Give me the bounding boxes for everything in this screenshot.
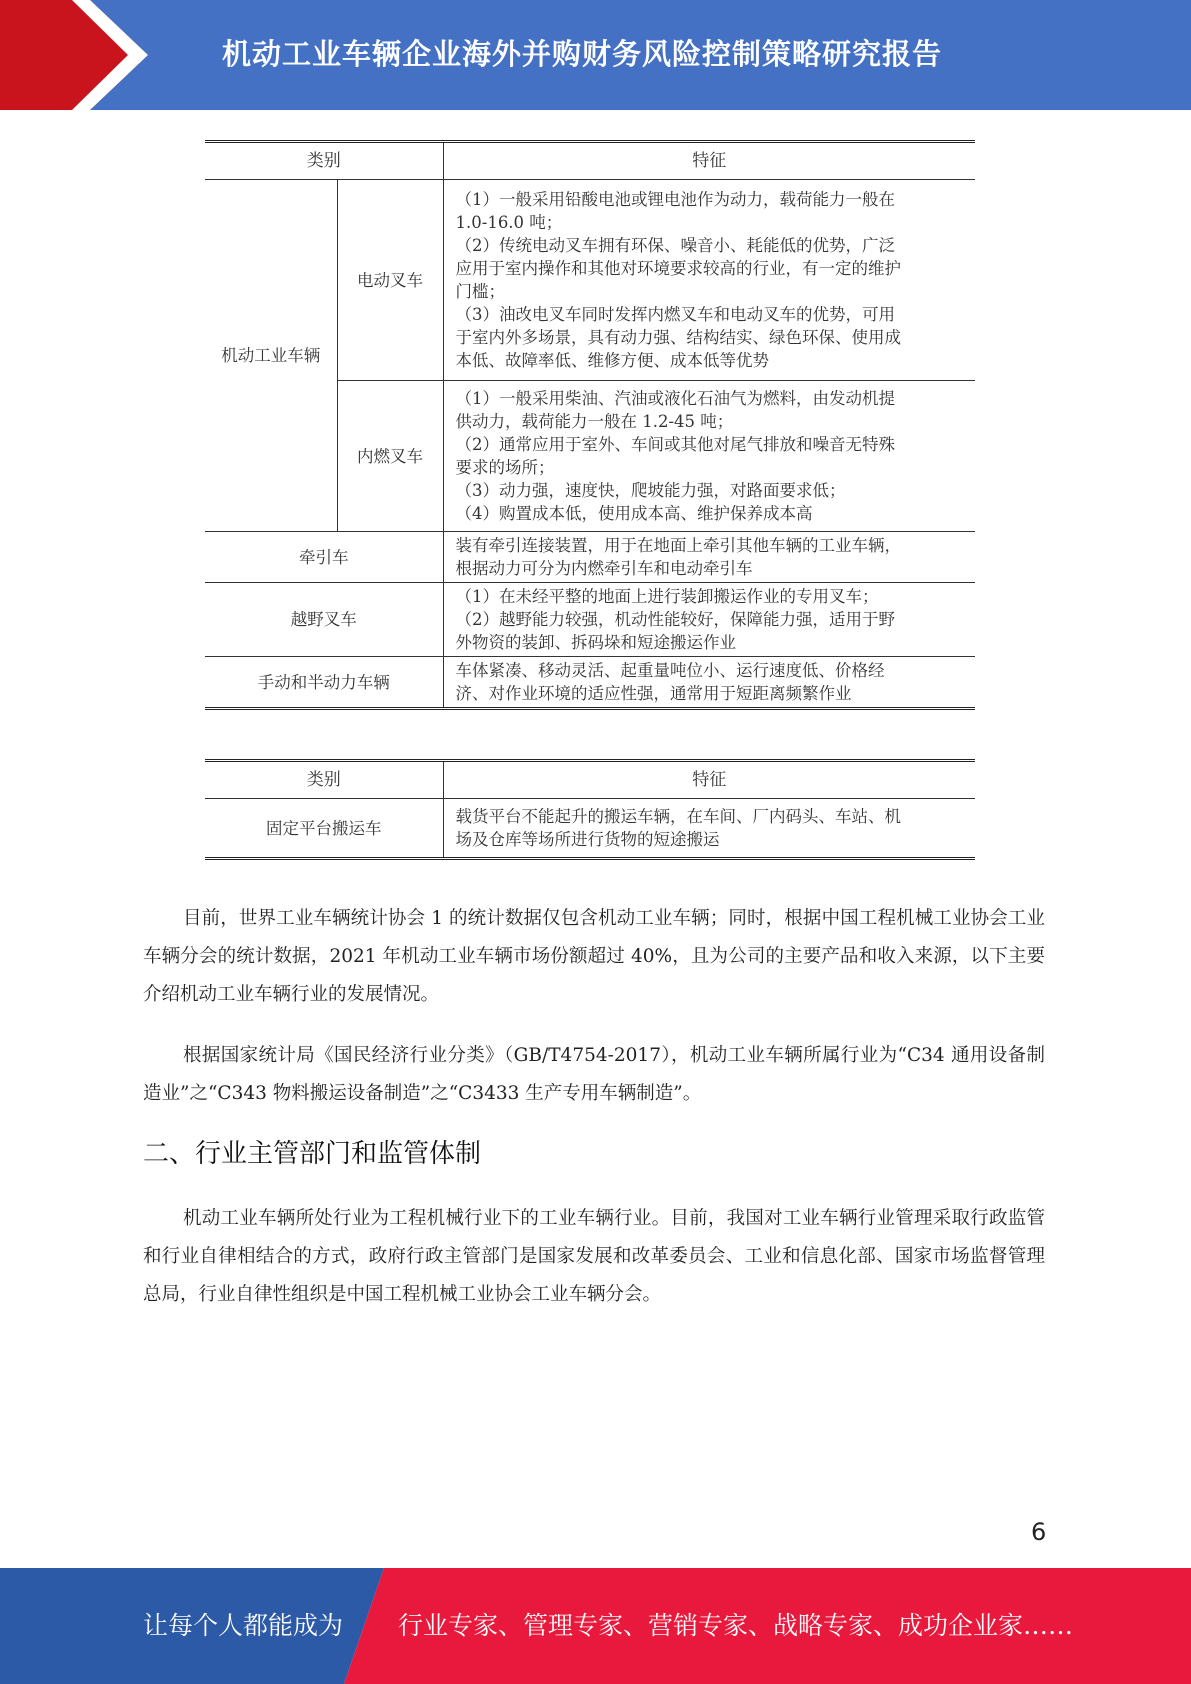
feature-line: 1.0-16.0 吨； xyxy=(455,213,563,232)
feature-line: （2）越野能力较强，机动性能较好，保障能力强，适用于野 xyxy=(455,610,895,629)
feature-line: 供动力，载荷能力一般在 1.2-45 吨； xyxy=(455,412,734,431)
feature-cell xyxy=(443,657,975,709)
feature-line: 装有牵引连接装置，用于在地面上牵引其他车辆的工业车辆， xyxy=(455,536,901,555)
group-label xyxy=(205,180,337,532)
feature-line: （2）通常应用于室外、车间或其他对尾气排放和噪音无特殊 xyxy=(455,435,895,454)
paragraph-statistics: 目前，世界工业车辆统计协会 1 的统计数据仅包含机动工业车辆；同时，根据中国工程机械工业协会工业车辆分会的统计数据，2021 年机动工业车辆市场份额超过 40%，且为公司的主要产品和收入来源，以下主要介绍机动工业车辆行业的发展情况。 xyxy=(143,908,1045,1005)
paragraph-classification: 根据国家统计局《国民经济行业分类》（GB/T4754-2017），机动工业车辆所属行业为“C34 通用设备制造业”之“C343 物料搬运设备制造”之“C3433 生产专用车辆制造”。 xyxy=(143,1045,1045,1104)
feature-line: 车体紧凑、移动灵活、起重量吨位小、运行速度低、价格经 xyxy=(455,661,885,680)
feature-line: 本低、故障率低、维修方便、成本低等优势 xyxy=(455,351,769,370)
feature-line: 要求的场所； xyxy=(455,458,555,477)
sub-category: 电动叉车 xyxy=(337,180,443,381)
feature-cell xyxy=(443,583,975,657)
table-row xyxy=(205,180,975,381)
non-powered-vehicle-table xyxy=(205,759,975,860)
feature-line: 门槛； xyxy=(455,282,505,301)
feature-line: （4）购置成本低，使用成本高、维护保养成本高 xyxy=(455,504,813,523)
category-cell: 固定平台搬运车 xyxy=(205,799,443,859)
feature-cell xyxy=(443,180,975,381)
feature-cell xyxy=(443,799,975,859)
table-header-category: 类别 xyxy=(205,761,443,799)
feature-line: （3）动力强，速度快，爬坡能力强，对路面要求低； xyxy=(455,481,846,500)
feature-line: 应用于室内操作和其他对环境要求较高的行业，有一定的维护 xyxy=(455,259,901,278)
feature-line: 济、对作业环境的适应性强，通常用于短距离频繁作业 xyxy=(455,684,852,703)
paragraph-regulation: 机动工业车辆所处行业为工程机械行业下的工业车辆行业。目前，我国对工业车辆行业管理采取行政监管和行业自律相结合的方式，政府行政主管部门是国家发展和改革委员会、工业和信息化部、国家市场监督管理总局，行业自律性组织是中国工程机械工业协会工业车辆分会。 xyxy=(143,1208,1045,1305)
table-row xyxy=(205,799,975,859)
group-label-text: 机动工业车辆 xyxy=(221,346,321,365)
table-header-category: 类别 xyxy=(205,142,443,180)
table-header-feature: 特征 xyxy=(443,142,975,180)
feature-line: 载货平台不能起升的搬运车辆，在车间、厂内码头、车站、机 xyxy=(455,807,901,826)
footer-slogan-left: 让每个人都能成为 xyxy=(143,1611,344,1640)
feature-line: （2）传统电动叉车拥有环保、噪音小、耗能低的优势，广泛 xyxy=(455,236,895,255)
section-heading: 二、行业主管部门和监管体制 xyxy=(143,1139,482,1169)
page-header xyxy=(0,0,1191,110)
feature-line: 根据动力可分为内燃牵引车和电动牵引车 xyxy=(455,559,753,578)
feature-line: （3）油改电叉车同时发挥内燃叉车和电动叉车的优势，可用 xyxy=(455,305,895,324)
table-row xyxy=(205,583,975,657)
category-cell: 牵引车 xyxy=(205,532,443,583)
feature-line: 场及仓库等场所进行货物的短途搬运 xyxy=(455,830,720,849)
feature-cell xyxy=(443,532,975,583)
sub-category: 内燃叉车 xyxy=(337,381,443,532)
footer-slogan-right: 行业专家、管理专家、营销专家、战略专家、成功企业家…… xyxy=(398,1611,1074,1640)
feature-line: 外物资的装卸、拆码垛和短途搬运作业 xyxy=(455,633,736,652)
feature-line: （1）一般采用铅酸电池或锂电池作为动力，载荷能力一般在 xyxy=(455,190,895,209)
report-title: 机动工业车辆企业海外并购财务风险控制策略研究报告 xyxy=(222,37,943,71)
page-footer xyxy=(0,1568,1191,1684)
category-cell: 越野叉车 xyxy=(205,583,443,657)
feature-line: 于室内外多场景，具有动力强、结构结实、绿色环保、使用成 xyxy=(455,328,901,347)
feature-cell xyxy=(443,381,975,532)
vehicle-category-table xyxy=(205,140,975,710)
table-header-feature: 特征 xyxy=(443,761,975,799)
table-row xyxy=(205,532,975,583)
feature-line: （1）在未经平整的地面上进行装卸搬运作业的专用叉车； xyxy=(455,587,879,606)
page-number: 6 xyxy=(1031,1518,1047,1546)
table-row xyxy=(205,657,975,709)
category-cell: 手动和半动力车辆 xyxy=(205,657,443,709)
feature-line: （1）一般采用柴油、汽油或液化石油气为燃料，由发动机提 xyxy=(455,389,895,408)
